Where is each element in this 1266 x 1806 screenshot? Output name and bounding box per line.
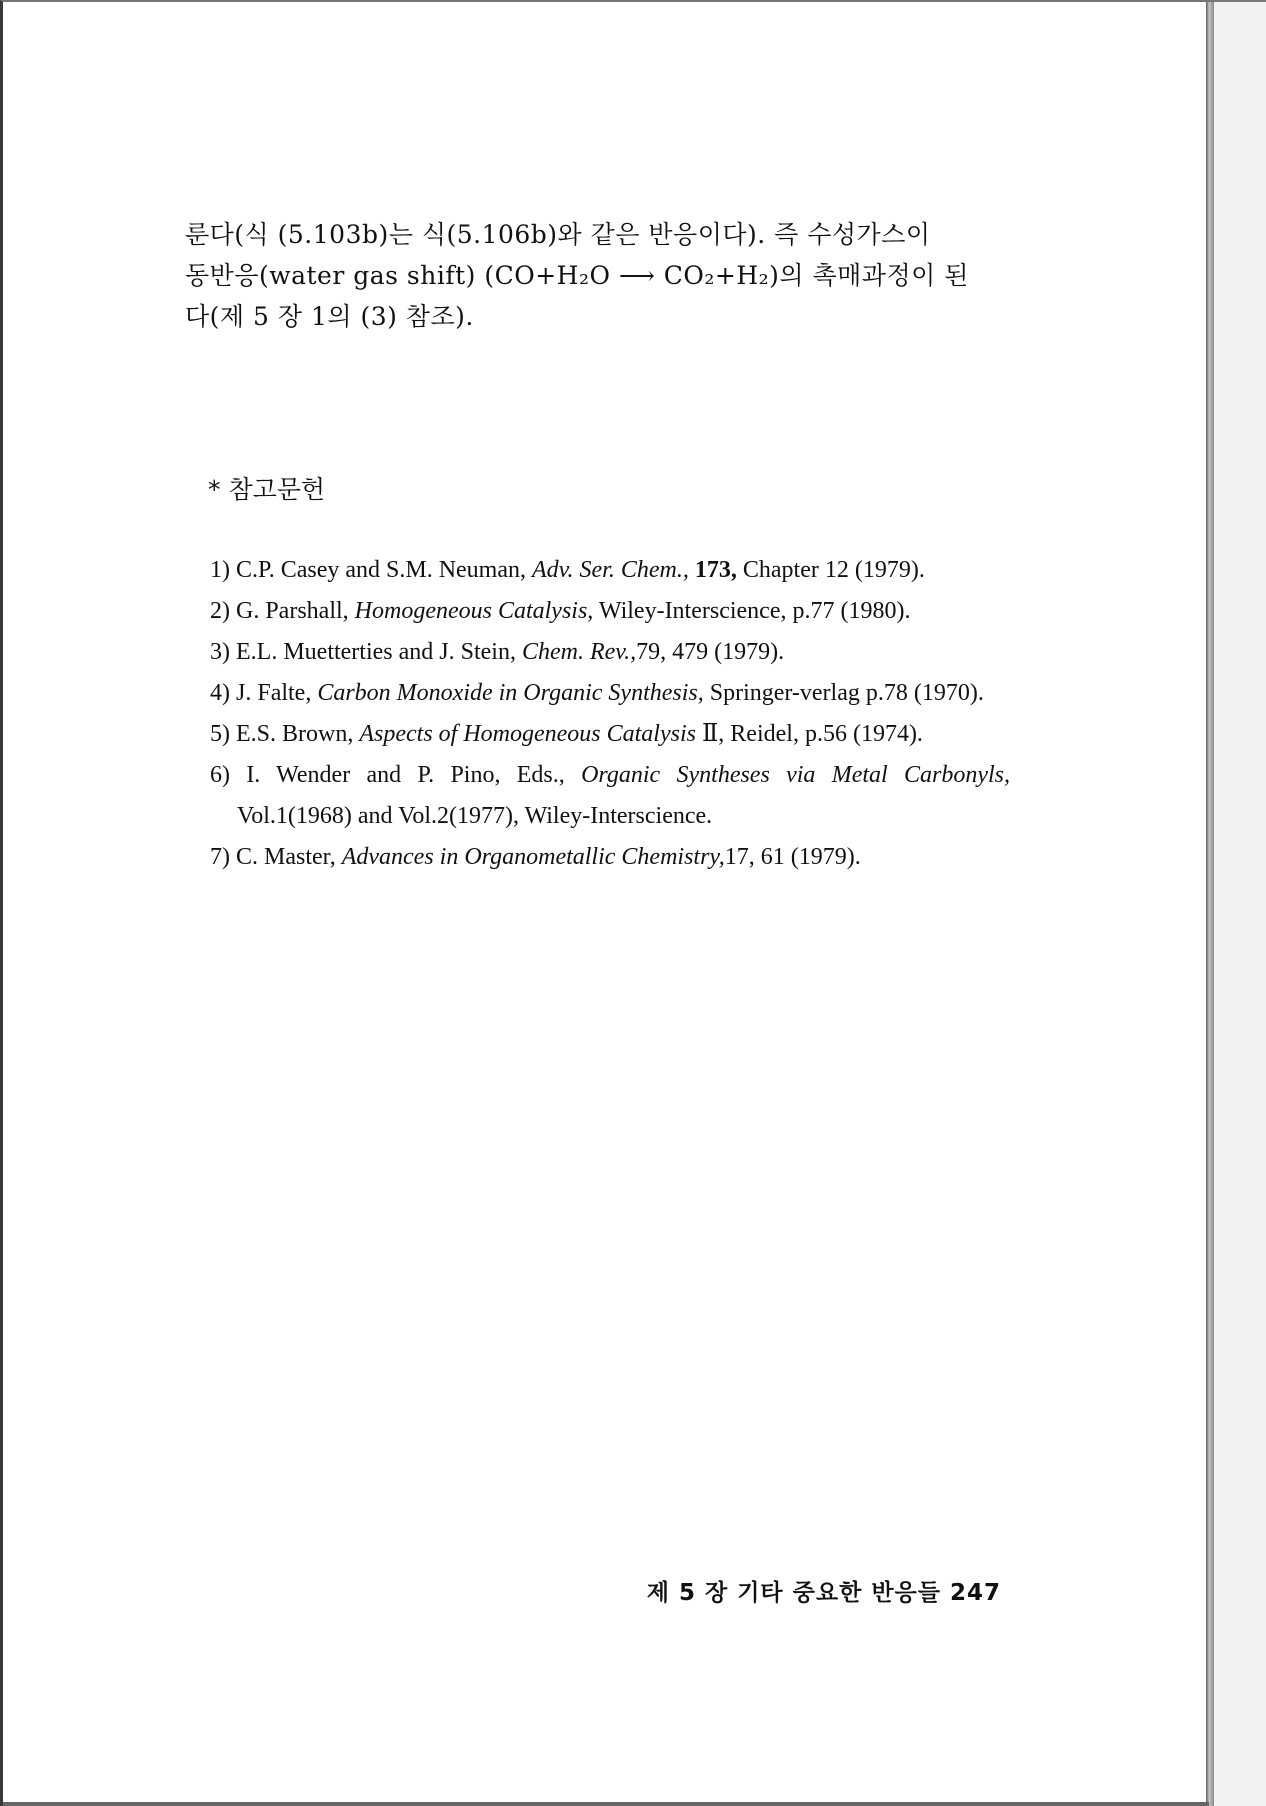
page-bottom-edge (3, 1802, 1209, 1806)
reference-item: 2) G. Parshall, Homogeneous Catalysis, Wiley-Interscience, p.77 (1980). (210, 598, 911, 624)
body-text (185, 214, 1005, 337)
page-edge (1214, 2, 1266, 1806)
body-line: 다(제 5 장 1의 (3) 참조). (185, 302, 474, 331)
body-line: 룬다(식 (5.103b)는 식(5.106b)와 같은 반응이다). 즉 수성가스이 (185, 220, 931, 249)
reference-item: 4) J. Falte, Carbon Monoxide in Organic Synthesis, Springer-verlag p.78 (1970). (210, 680, 984, 706)
references-heading: * 참고문헌 (208, 475, 326, 504)
reference-item: 5) E.S. Brown, Aspects of Homogeneous Catalysis Ⅱ, Reidel, p.56 (1974). (210, 721, 923, 747)
references-list (210, 550, 1010, 878)
reference-item: 6) I. Wender and P. Pino, Eds., Organic Syntheses via Metal Carbonyls, Vol.1(1968) and Vol.2(1977), Wiley-Interscience. (210, 762, 1011, 829)
page-footer: 제 5 장 기타 중요한 반응들 247 (646, 1580, 1001, 1606)
reference-item: 3) E.L. Muetterties and J. Stein, Chem. Rev.,79, 479 (1979). (210, 639, 785, 665)
body-line: 동반응(water gas shift) (CO+H₂O ⟶ CO₂+H₂)의 촉매과정이 된 (185, 261, 969, 290)
reference-item: 1) C.P. Casey and S.M. Neuman, Adv. Ser. Chem., 173, Chapter 12 (1979). (210, 557, 925, 583)
reference-item: 7) C. Master, Advances in Organometallic Chemistry,17, 61 (1979). (210, 844, 861, 870)
book-spine (1206, 2, 1214, 1806)
